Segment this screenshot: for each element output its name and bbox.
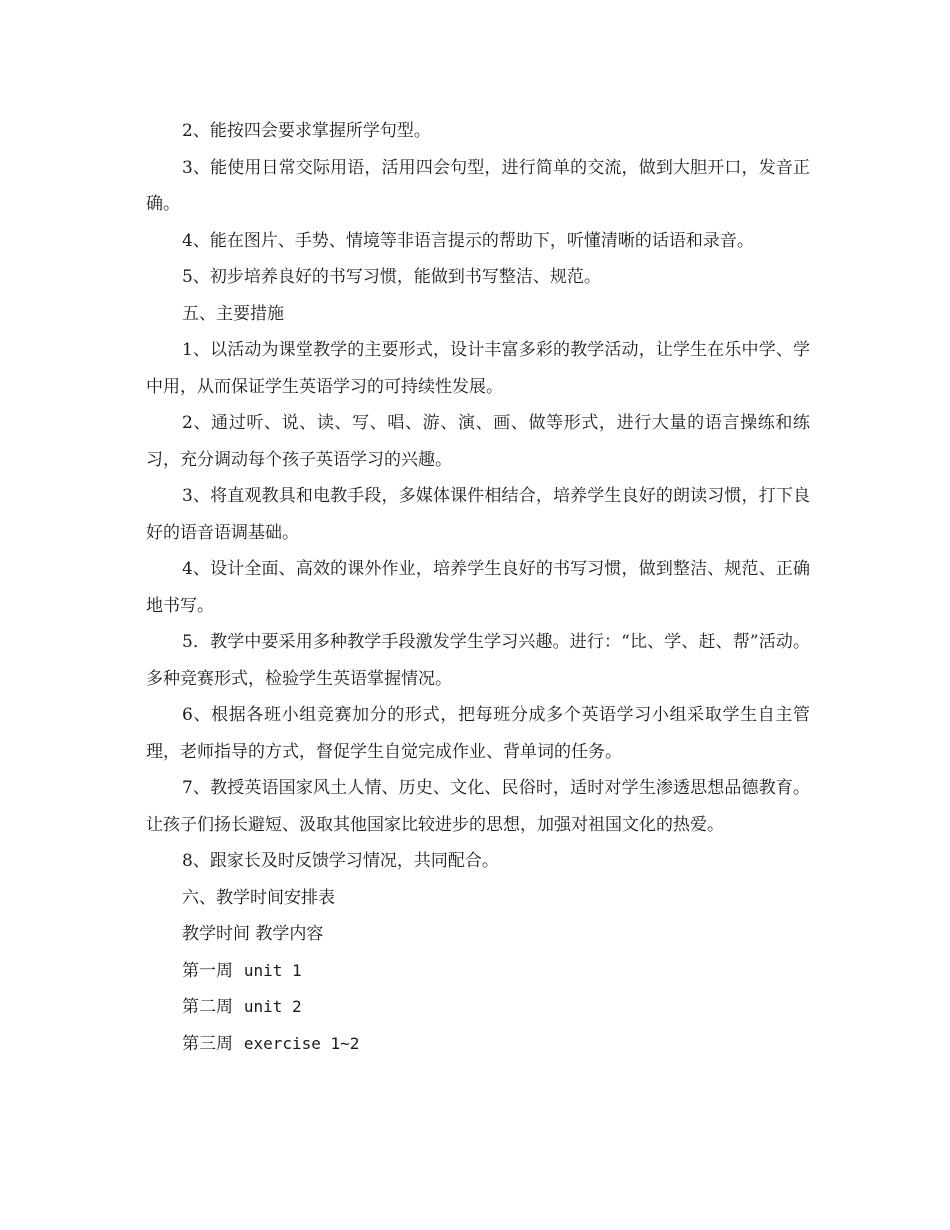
paragraph-goal-5: 5、初步培养良好的书写习惯，能做到书写整洁、规范。	[182, 267, 601, 287]
document-body	[146, 113, 810, 1062]
paragraph-measure-4: 4、设计全面、高效的课外作业，培养学生良好的书写习惯，做到整洁、规范、正确地书写。	[146, 559, 810, 616]
paragraph-measure-8: 8、跟家长及时反馈学习情况，共同配合。	[182, 851, 499, 871]
schedule-week: 第一周	[182, 960, 233, 981]
paragraph-measure-1: 1、以活动为课堂教学的主要形式，设计丰富多彩的教学活动，让学生在乐中学、学中用，从而保证学生英语学习的可持续性发展。	[146, 340, 810, 397]
schedule-row	[146, 989, 810, 1026]
paragraph-measure-3: 3、将直观教具和电教手段，多媒体课件相结合，培养学生良好的朗读习惯，打下良好的语音语调基础。	[146, 486, 810, 543]
schedule-content: exercise 1~2	[243, 1033, 360, 1053]
schedule-week: 第三周	[182, 1033, 233, 1054]
paragraph-goal-3: 3、能使用日常交际用语，活用四会句型，进行简单的交流，做到大胆开口，发音正确。	[146, 157, 810, 214]
schedule-content: unit 1	[243, 960, 302, 980]
paragraph-goal-2: 2、能按四会要求掌握所学句型。	[182, 121, 431, 141]
paragraph-measure-5: 5．教学中要采用多种教学手段激发学生学习兴趣。进行：“比、学、赶、帮”活动。多种竞赛形式，检验学生英语掌握情况。	[146, 632, 810, 689]
paragraph-measure-6: 6、根据各班小组竞赛加分的形式，把每班分成多个英语学习小组采取学生自主管理，老师指导的方式，督促学生自觉完成作业、背单词的任务。	[146, 705, 810, 762]
schedule-header: 教学时间 教学内容	[182, 924, 324, 944]
section-heading-schedule: 六、教学时间安排表	[182, 887, 335, 908]
schedule-row	[146, 1026, 810, 1063]
paragraph-measure-2: 2、通过听、说、读、写、唱、游、演、画、做等形式，进行大量的语言操练和练习，充分调动每个孩子英语学习的兴趣。	[146, 413, 810, 470]
paragraph-measure-7: 7、教授英语国家风土人情、历史、文化、民俗时，适时对学生渗透思想品德教育。让孩子们扬长避短、汲取其他国家比较进步的思想，加强对祖国文化的热爱。	[146, 778, 810, 835]
section-heading-measures: 五、主要措施	[182, 303, 284, 324]
paragraph-goal-4: 4、能在图片、手势、情境等非语言提示的帮助下，听懂清晰的话语和录音。	[182, 230, 754, 251]
schedule-content: unit 2	[243, 997, 302, 1016]
schedule-row	[146, 953, 810, 990]
schedule-week: 第二周	[182, 997, 233, 1017]
